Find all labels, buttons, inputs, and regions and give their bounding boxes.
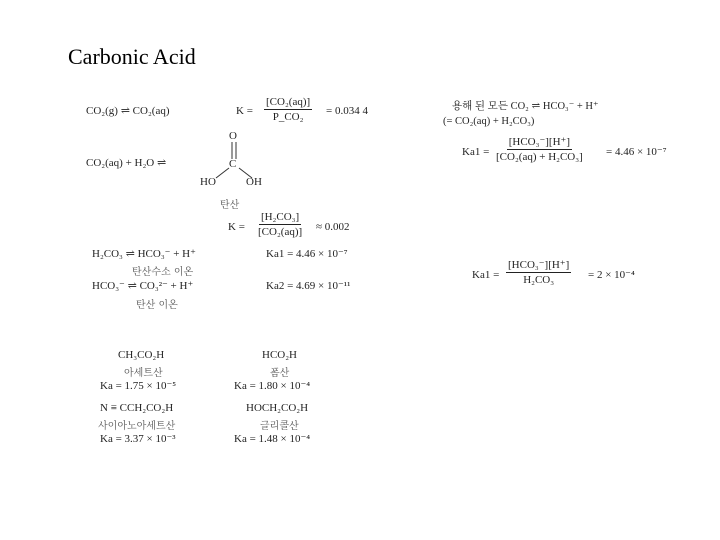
- ka1-numerator: [HCO₃⁻][H⁺]: [508, 136, 571, 148]
- k-value: ≈ 0.002: [316, 221, 350, 233]
- ka2-value: Ka2 = 4.69 × 10⁻¹¹: [266, 280, 351, 292]
- acid-ka: Ka = 3.37 × 10⁻³: [100, 433, 176, 445]
- carbonate-ion-name: 탄산 이온: [136, 300, 178, 311]
- ka1-fraction: [506, 259, 571, 286]
- carbonic-acid-structure: [196, 128, 276, 198]
- acid-name: 아세트산: [124, 368, 163, 379]
- ka1-label: Ka1 =: [462, 146, 490, 158]
- k-label: K =: [236, 105, 253, 117]
- acid-name: 사이아노아세트산: [98, 421, 176, 432]
- page-title: Carbonic Acid: [68, 44, 196, 69]
- k-fraction: [264, 96, 312, 123]
- co2-dissolution-reaction: CO₂(g) ⇌ CO₂(aq): [86, 105, 170, 117]
- ka1-numerator: [HCO₃⁻][H⁺]: [508, 259, 570, 271]
- second-dissociation-reaction: HCO₃⁻ ⇌ CO₃²⁻ + H⁺: [92, 280, 194, 292]
- k-value: = 0.034 4: [326, 105, 368, 117]
- ka1-denominator: H₂CO₃: [523, 274, 555, 286]
- k-fraction: [256, 211, 304, 238]
- ka1-fraction: [494, 136, 585, 163]
- acid-formula: HCO₂H: [262, 349, 298, 361]
- acid-formula: N ≡ CCH₂CO₂H: [100, 402, 174, 414]
- carbon-atom-label: C: [229, 158, 237, 170]
- oxygen-atom-label: O: [229, 130, 237, 142]
- k-numerator: [CO₂(aq)]: [266, 96, 311, 108]
- ka1-value: Ka1 = 4.46 × 10⁻⁷: [266, 248, 348, 260]
- acid-name: 폼산: [270, 368, 290, 379]
- ka1-denominator: [CO₂(aq) + H₂CO₃]: [496, 151, 583, 163]
- k-label: K =: [228, 221, 245, 233]
- acid-name: 글리콜산: [260, 421, 299, 432]
- bicarbonate-ion-name: 탄산수소 이온: [132, 267, 194, 278]
- dissolved-co2-definition: (= CO₂(aq) + H₂CO₃): [443, 116, 535, 127]
- k-numerator: [H₂CO₃]: [260, 211, 300, 223]
- hydroxyl-right-label: OH: [246, 176, 262, 188]
- carbonic-acid-formation-reaction: CO₂(aq) + H₂O ⇌: [86, 157, 167, 169]
- k-denominator: P_CO₂: [272, 111, 304, 123]
- acid-ka: Ka = 1.48 × 10⁻⁴: [234, 433, 311, 445]
- hydroxyl-left-label: HO: [200, 176, 216, 188]
- first-dissociation-reaction: H₂CO₃ ⇌ HCO₃⁻ + H⁺: [92, 248, 196, 260]
- carbonic-acid-name: 탄산: [220, 200, 240, 211]
- acid-ka: Ka = 1.75 × 10⁻⁵: [100, 380, 177, 392]
- acid-formula: HOCH₂CO₂H: [246, 402, 309, 414]
- acid-ka: Ka = 1.80 × 10⁻⁴: [234, 380, 311, 392]
- ka1-label: Ka1 =: [472, 269, 500, 281]
- ka1-value: = 4.46 × 10⁻⁷: [606, 146, 667, 158]
- acid-formula: CH₃CO₂H: [118, 349, 165, 361]
- ka1-value: = 2 × 10⁻⁴: [588, 269, 635, 281]
- k-denominator: [CO₂(aq)]: [258, 226, 303, 238]
- dissolved-co2-equilibrium: 용해 된 모든 CO₂ ⇌ HCO₃⁻ + H⁺: [452, 101, 599, 112]
